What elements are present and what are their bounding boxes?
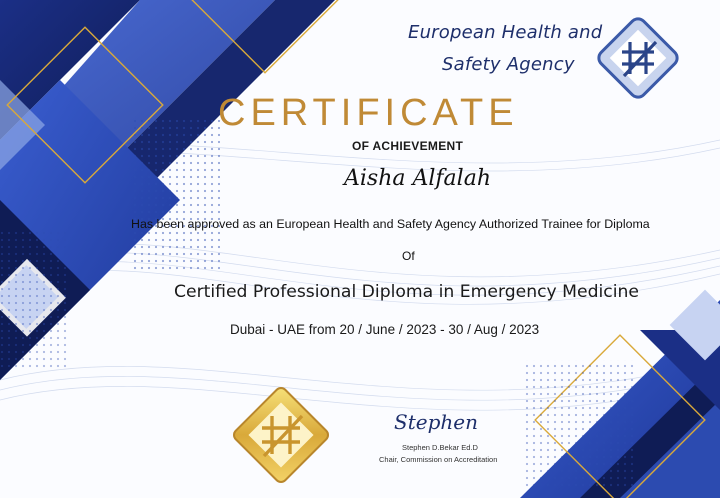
- signatory-title: Chair, Commission on Accreditation: [379, 455, 498, 464]
- location-dates: Dubai - UAE from 20 / June / 2023 - 30 / Aug / 2023: [230, 322, 540, 337]
- signatory-name: Stephen D.Bekar Ed.D: [402, 443, 478, 452]
- recipient-name: Aisha Alfalah: [344, 166, 491, 191]
- signature-script: Stephen: [394, 410, 478, 434]
- certificate-subtitle: OF ACHIEVEMENT: [352, 139, 464, 153]
- agency-logo-icon: [592, 12, 684, 104]
- of-label: Of: [402, 249, 415, 263]
- gold-seal-icon: [226, 380, 336, 490]
- diploma-name: Certified Professional Diploma in Emergency Medicine: [174, 282, 639, 302]
- agency-name-line1: European Health and: [408, 22, 603, 43]
- approval-statement: Has been approved as an European Health and Safety Agency Authorized Trainee for Diploma: [131, 217, 650, 231]
- certificate-title: CERTIFICATE: [218, 92, 519, 134]
- agency-name-line2: Safety Agency: [442, 54, 575, 75]
- bottom-right-ornament: [520, 290, 720, 498]
